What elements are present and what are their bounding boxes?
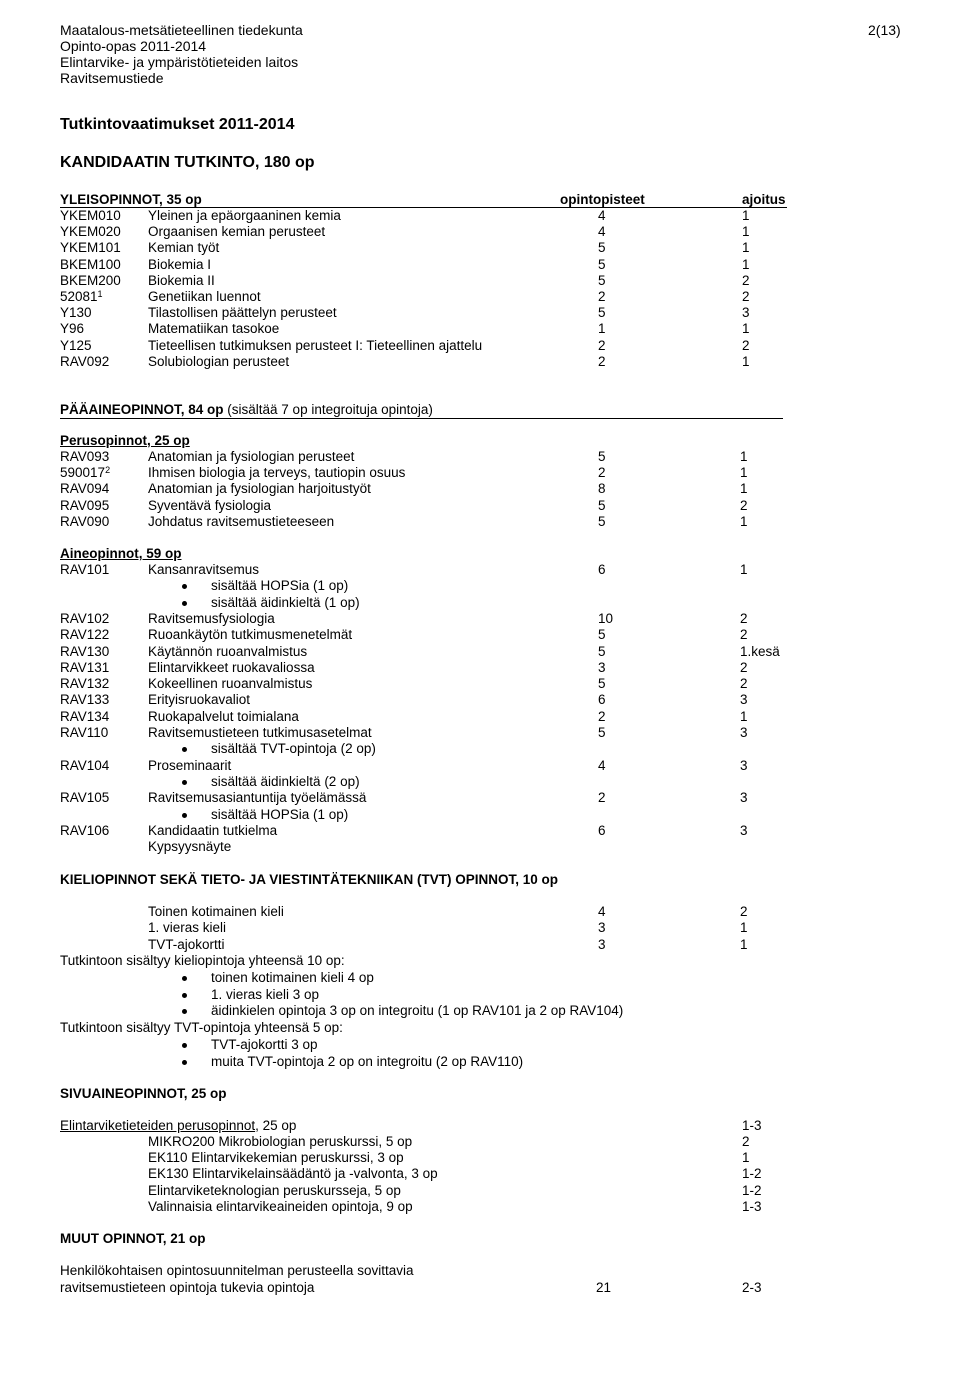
course-name: Biokemia I	[148, 256, 212, 272]
course-points: 5	[598, 449, 606, 464]
course-timing: 2	[740, 659, 748, 675]
course-code: YKEM020	[60, 224, 121, 240]
minor-course-name: EK130 Elintarvikelainsäädäntö ja -valvonta, 3 op	[148, 1166, 438, 1182]
course-name: Anatomian ja fysiologian perusteet	[148, 449, 355, 464]
course-code: RAV134	[60, 708, 110, 724]
course-timing: 2	[740, 497, 748, 513]
course-points: 5	[598, 513, 606, 529]
other-time: 2-3	[742, 1280, 762, 1295]
course-timing: 1	[742, 353, 750, 369]
course-name: Kandidaatin tutkielma	[148, 822, 278, 838]
course-points: 8	[598, 481, 606, 497]
basic-heading: Perusopinnot, 25 op	[60, 433, 190, 448]
course-name: Kemian työt	[148, 240, 220, 256]
course-name: Proseminaarit	[148, 757, 232, 773]
course-name: Käytännön ruoanvalmistus	[148, 643, 308, 659]
minor-heading: SIVUAINEOPINNOT, 25 op	[60, 1086, 227, 1101]
bullet-icon	[182, 1043, 187, 1048]
course-code: 52081$^1$	[60, 289, 103, 304]
course-points: 3	[598, 659, 606, 675]
course-code: RAV104	[60, 757, 110, 773]
course-timing: 2	[740, 676, 748, 692]
course-timing: 2	[742, 289, 750, 304]
course-points: 2	[598, 353, 606, 369]
degree-title: KANDIDAATIN TUTKINTO, 180 op	[60, 154, 315, 171]
course-code: RAV130	[60, 643, 110, 659]
tvt-bullet: muita TVT-opintoja 2 op on integroitu (2 op RAV110)	[211, 1053, 524, 1069]
included-note: sisältää HOPSia (1 op)	[211, 578, 349, 594]
course-points: 4	[598, 224, 606, 240]
minor-course-timing: 1-2	[742, 1182, 762, 1198]
course-timing: 1	[742, 240, 750, 256]
language-bullet: toinen kotimainen kieli 4 op	[211, 970, 374, 985]
col-points-header: opintopisteet	[560, 192, 645, 207]
other-line-1: Henkilökohtaisen opintosuunnitelman perusteella sovittavia	[60, 1263, 414, 1278]
course-name: Elintarvikkeet ruokavaliossa	[148, 659, 315, 675]
course-points: 3	[598, 920, 606, 936]
bullet-icon	[182, 813, 187, 818]
course-timing: 2	[742, 337, 750, 353]
course-name: Kansanravitsemus	[148, 562, 260, 577]
course-points: 5	[598, 627, 606, 643]
course-timing: 1	[742, 321, 750, 337]
minor-course-name: MIKRO200 Mikrobiologian peruskurssi, 5 op	[148, 1134, 413, 1149]
other-heading: MUUT OPINNOT, 21 op	[60, 1231, 206, 1246]
footnote-marker: 1	[97, 289, 103, 299]
language-bullet: äidinkielen opintoja 3 op on integroitu (1 op RAV101 ja 2 op RAV104)	[211, 1003, 624, 1018]
course-name: Kokeellinen ruoanvalmistus	[148, 676, 313, 692]
course-timing: 1	[742, 256, 750, 272]
course-code: RAV132	[60, 676, 110, 692]
general-heading: YLEISOPINNOT, 35 op	[60, 192, 202, 207]
course-timing: 1	[740, 513, 748, 529]
course-name: Syventävä fysiologia	[148, 497, 272, 513]
course-points: 2	[598, 289, 606, 304]
course-name: Kypsyysnäyte	[148, 839, 232, 855]
major-heading-rule	[60, 418, 783, 419]
language-note-1: Tutkintoon sisältyy kieliopintoja yhteensä 10 op:	[60, 953, 345, 968]
course-timing: 1	[740, 449, 748, 464]
course-code: YKEM101	[60, 240, 121, 256]
course-timing: 1.kesä	[740, 643, 780, 659]
header-subject: Ravitsemustiede	[60, 70, 164, 86]
course-name: Ruokapalvelut toimialana	[148, 708, 299, 724]
course-code: RAV105	[60, 790, 110, 806]
bullet-icon	[182, 1060, 187, 1065]
course-code: RAV131	[60, 659, 110, 675]
course-timing: 3	[742, 305, 750, 321]
course-code: Y125	[60, 337, 92, 353]
course-timing: 1	[740, 562, 748, 577]
major-heading	[60, 402, 433, 418]
course-name: Biokemia II	[148, 272, 215, 288]
minor-course-timing: 1-2	[742, 1166, 762, 1182]
course-timing: 1	[740, 481, 748, 497]
other-points: 21	[596, 1280, 612, 1295]
minor-sub-heading	[60, 1118, 296, 1134]
course-code: RAV095	[60, 497, 110, 513]
course-points: 5	[598, 305, 606, 321]
footnote-marker: 2	[105, 465, 111, 476]
course-timing: 1	[740, 936, 748, 952]
course-timing: 1	[742, 224, 750, 240]
major-heading-note: (sisältää 7 op integroituja opintoja)	[223, 402, 433, 417]
course-points: 4	[598, 904, 606, 919]
sub-heading: Aineopinnot, 59 op	[60, 546, 182, 561]
language-bullet: 1. vieras kieli 3 op	[211, 986, 320, 1002]
course-timing: 3	[740, 725, 748, 740]
minor-course-name: Elintarviketeknologian peruskursseja, 5 op	[148, 1182, 401, 1198]
course-name: Ruoankäytön tutkimusmenetelmät	[148, 627, 353, 643]
course-code: RAV090	[60, 513, 110, 529]
course-timing: 1	[740, 708, 748, 724]
course-timing: 3	[740, 790, 748, 806]
bullet-icon	[182, 584, 187, 589]
bullet-icon	[182, 601, 187, 606]
course-name: Toinen kotimainen kieli	[148, 904, 284, 919]
course-timing: 3	[740, 692, 748, 708]
course-timing: 1	[742, 208, 750, 223]
course-timing: 1	[740, 465, 748, 481]
course-timing: 2	[740, 610, 748, 626]
course-code: RAV110	[60, 725, 109, 740]
course-points: 10	[598, 610, 614, 626]
minor-course-timing: 2	[742, 1134, 750, 1149]
course-points: 4	[598, 208, 606, 223]
course-points: 6	[598, 822, 606, 838]
bullet-icon	[182, 780, 187, 785]
course-timing: 2	[740, 904, 748, 919]
course-points: 5	[598, 256, 606, 272]
bullet-icon	[182, 993, 187, 998]
course-code: Y96	[60, 321, 85, 337]
minor-sub-heading-rest: , 25 op	[255, 1118, 297, 1133]
course-name: Ravitsemusfysiologia	[148, 610, 275, 626]
course-timing: 3	[740, 757, 748, 773]
course-points: 3	[598, 936, 606, 952]
course-name: Yleinen ja epäorgaaninen kemia	[148, 208, 341, 223]
included-note: sisältää äidinkieltä (1 op)	[211, 594, 360, 610]
course-name: Ravitsemusasiantuntija työelämässä	[148, 790, 367, 806]
course-name: 1. vieras kieli	[148, 920, 227, 936]
included-note: sisältää äidinkieltä (2 op)	[211, 773, 360, 789]
course-code: Y130	[60, 305, 92, 321]
course-code: RAV102	[60, 610, 110, 626]
course-code: BKEM200	[60, 272, 121, 288]
course-name: Ravitsemustieteen tutkimusasetelmat	[148, 725, 372, 740]
course-name: Orgaanisen kemian perusteet	[148, 224, 326, 240]
course-code: RAV094	[60, 481, 110, 497]
course-name: Ihmisen biologia ja terveys, tautiopin osuus	[148, 465, 406, 481]
minor-course-timing: 1-3	[742, 1198, 762, 1214]
course-code: RAV133	[60, 692, 110, 708]
course-points: 5	[598, 725, 606, 740]
course-code: RAV106	[60, 822, 110, 838]
bullet-icon	[182, 1009, 187, 1014]
language-note-2: Tutkintoon sisältyy TVT-opintoja yhteensä 5 op:	[60, 1020, 343, 1035]
course-points: 2	[598, 337, 606, 353]
course-code: RAV122	[60, 627, 110, 643]
course-code: RAV093	[60, 449, 110, 464]
course-code: 590017$^2$	[60, 465, 111, 481]
course-points: 2	[598, 465, 606, 481]
course-timing: 3	[740, 822, 748, 838]
bullet-icon	[182, 976, 187, 981]
course-points: 6	[598, 692, 606, 708]
course-name: Matematiikan tasokoe	[148, 321, 280, 337]
page-title: Tutkintovaatimukset 2011-2014	[60, 116, 295, 133]
tvt-bullet: TVT-ajokortti 3 op	[211, 1037, 318, 1052]
course-name: Anatomian ja fysiologian harjoitustyöt	[148, 481, 371, 497]
course-points: 5	[598, 643, 606, 659]
course-points: 4	[598, 757, 606, 773]
header-faculty: Maatalous-metsätieteellinen tiedekunta	[60, 22, 303, 38]
course-name: Genetiikan luennot	[148, 289, 261, 304]
included-note: sisältää HOPSia (1 op)	[211, 806, 349, 822]
course-points: 2	[598, 790, 606, 806]
course-timing: 2	[742, 272, 750, 288]
minor-course-timing: 1	[742, 1150, 750, 1166]
minor-course-name: EK110 Elintarvikekemian peruskurssi, 3 op	[148, 1150, 404, 1166]
page-number: 2(13)	[868, 22, 901, 38]
course-points: 1	[598, 321, 606, 337]
major-heading-bold: PÄÄAINEOPINNOT, 84 op	[60, 402, 224, 417]
minor-sub-heading-underlined: Elintarviketieteiden perusopinnot	[60, 1118, 256, 1133]
course-code: YKEM010	[60, 208, 121, 223]
header-department: Elintarvike- ja ympäristötieteiden laitos	[60, 54, 299, 70]
course-name: Solubiologian perusteet	[148, 353, 290, 369]
minor-course-name: Valinnaisia elintarvikeaineiden opintoja, 9 op	[148, 1198, 413, 1214]
course-code: BKEM100	[60, 256, 121, 272]
minor-sub-time: 1-3	[742, 1118, 762, 1133]
col-time-header: ajoitus	[742, 192, 786, 207]
course-code: RAV092	[60, 353, 110, 369]
course-code: RAV101	[60, 562, 110, 577]
course-points: 2	[598, 708, 606, 724]
course-name: Erityisruokavaliot	[148, 692, 251, 708]
header-guide: Opinto-opas 2011-2014	[60, 38, 207, 54]
other-line-2: ravitsemustieteen opintoja tukevia opintoja	[60, 1280, 315, 1295]
course-name: Johdatus ravitsemustieteeseen	[148, 513, 335, 529]
course-points: 5	[598, 676, 606, 692]
language-heading: KIELIOPINNOT SEKÄ TIETO- JA VIESTINTÄTEKNIIKAN (TVT) OPINNOT, 10 op	[60, 872, 559, 887]
course-points: 5	[598, 240, 606, 256]
bullet-icon	[182, 747, 187, 752]
course-timing: 2	[740, 627, 748, 643]
course-name: TVT-ajokortti	[148, 936, 225, 952]
course-points: 5	[598, 272, 606, 288]
course-points: 5	[598, 497, 606, 513]
course-name: Tieteellisen tutkimuksen perusteet I: Tieteellinen ajattelu	[148, 337, 483, 353]
course-points: 6	[598, 562, 606, 577]
course-timing: 1	[740, 920, 748, 936]
included-note: sisältää TVT-opintoja (2 op)	[211, 741, 376, 757]
course-name: Tilastollisen päättelyn perusteet	[148, 305, 337, 321]
